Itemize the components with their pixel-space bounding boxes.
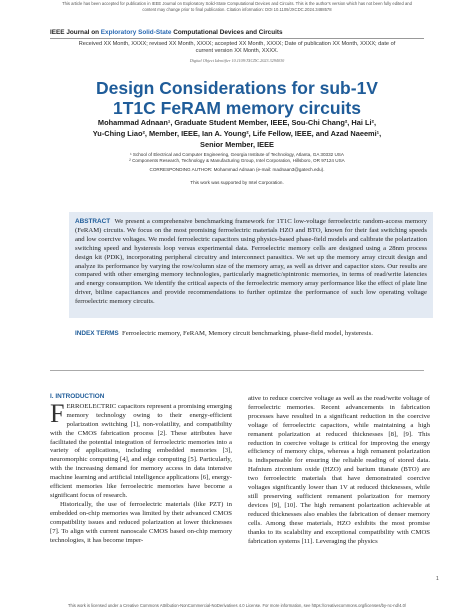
received-line1: Received XX Month, XXXX; revised XX Month, XXXX; accepted XX Month, XXXX; Date of publication XX Month, XXXX; date of (78, 41, 396, 47)
left-column (50, 393, 232, 545)
intro-p1-text: ERROELECTRIC capacitors represent a promising emerging memory technology owing to their energy-efficient polarization switching [1], non-volatility, and compatibility with the CMOS fabrication process [2]. These attributes have facilitated the potential integration of ferroelectric memories into a variety of applications, including embedded memories [3], neuromorphic computing [4], and edge computing [5]. Particularly, with the increasing demand for memory access in data intensive machine learning and artificial intelligence applications [6], energy-efficient memories like ferroelectric memories have become a significant focus of research. (50, 402, 232, 499)
intro-paragraph-1 (50, 398, 232, 501)
title-line1: Design Considerations for sub-1V (96, 78, 378, 98)
journal-prefix: IEEE Journal on (50, 29, 101, 36)
authors-line1: Mohammad Adnaan¹, Graduate Student Member, IEEE, Sou-Chi Chang², Hai Li², (97, 118, 377, 127)
affiliations (60, 152, 414, 164)
authors-line2: Yu-Ching Liao², Member, IEEE, Ian A. Young², Life Fellow, IEEE, and Azad Naeemi¹, (92, 129, 382, 138)
abstract (75, 218, 427, 307)
paper-title (0, 78, 474, 118)
corresponding-author: CORRESPONDING AUTHOR: Mohammad Adnaan (e-mail: madnaan3@gatech.edu). (149, 167, 325, 172)
intro-continued-text: ative to reduce coercive voltage as well as the read/write voltage of ferroelectric memories. Recent advancements in fabrication processes have resulted in a significant reduction in the coercive voltage of ferroelectric capacitors, while maintaining a high remanent polarization at reduced thicknesses [8], [9]. This reduction in coercive voltage is critical for improving the energy efficiency of memory chips, whereas a high remanent polarization is indispensable for ensuring the reliable reading of stored data. Hafnium zirconium oxide (HZO) and barium titanate (BTO) are two ferroelectric materials that have demonstrated coercive voltages significantly lower than 1V at reduced thicknesses, while still preserving sufficient remanent polarization for memory devices [9], [10]. The high remanent polarization achievable at reduced thicknesses also enables the fabrication of denser memory cells. Among these materials, HZO exhibits the most promise thanks to its scalability and exceptional compatibility with CMOS fabrication systems [11]. Leveraging the physics (248, 395, 430, 545)
header-rule (50, 38, 424, 39)
intro-paragraph-2: Historically, the use of ferroelectric materials (like PZT) in embedded on-chip memories was limited by their advanced CMOS compatibility issues and reduced polarization at lower thicknesses [7]. To align with current nanoscale CMOS based on-chip memory technologies, it has become imper- (50, 500, 232, 544)
journal-name (50, 29, 283, 36)
publication-status-note (0, 0, 474, 17)
right-column (248, 395, 430, 546)
journal-highlight: Exploratory Solid-State (100, 29, 172, 36)
received-line2: current version XX Month, XXXX. (195, 48, 279, 55)
drop-cap: F (50, 398, 65, 428)
author-list (60, 117, 414, 150)
abstract-text: We present a comprehensive benchmarking framework for 1T1C low-voltage ferroelectric random-access memory (FeRAM) circuits. We focus on the most promising ferroelectric materials HZO and BTO, known for their fast switching speeds and low coercive voltages. We model ferroelectric capacitors using physics-based phase-field models and calibrate the polarization switching speed and hysteresis loop versus experimental data. Ferroelectric memory cells are designed using a 28nm process design kit (PDK), incorporating peripheral circuitry and interconnect parasitics. We set up the memory array circuit design and analyze its performance by varying the row/column size of the memory array, as well as driver and capacitor sizes. Our results are compared with other emerging memory technologies, particularly magnetic/spintronic memories, in terms of read/write latencies and energy consumption. We identify the critical aspects of the ferroelectric memory array performance like the effect of plate line driver, bitline capacitances and provide recommendations to further optimize the performance of such low operating voltage ferroelectric memory circuits. (75, 218, 427, 306)
affiliation-1: ¹ School of Electrical and Computer Engineering, Georgia Institute of Technology, Atlanta, GA 30332 USA (130, 152, 344, 157)
index-terms (75, 330, 427, 339)
section-divider (50, 370, 424, 371)
journal-suffix: Computational Devices and Circuits (171, 29, 283, 36)
authors-line3: Senior Member, IEEE (200, 140, 274, 149)
title-line2: 1T1C FeRAM memory circuits (113, 98, 361, 118)
intro-heading: I. INTRODUCTION (50, 393, 105, 400)
publication-note-line1: This article has been accepted for publication in IEEE Journal on Exploratory Solid-State Computational Devices and Circuits. This is the author's version which has not been fully edited and (62, 1, 412, 6)
license-footer: This work is licensed under a Creative Commons Attribution-NonCommercial-NoDerivatives 4.0 License. For more information, see https://creativecommons.org/licenses/by-nc-nd/4.0/ (67, 603, 407, 608)
affiliation-2: ² Components Research, Technology & Manufacturing Group, Intel Corporation, Hillsboro, OR 97124 USA (129, 157, 345, 163)
index-terms-text: Ferroelectric memory, FeRAM, Memory circuit benchmarking, phase-field model, hysteresis. (122, 330, 373, 337)
received-dates (60, 41, 414, 55)
abstract-label: ABSTRACT (75, 218, 111, 225)
index-terms-label: INDEX TERMS (75, 330, 119, 337)
funding-note: This work was supported by Intel Corporation. (190, 180, 284, 185)
publication-note-line2: content may change prior to final publication. Citation information: DOI 10.1109/JXCDC.2024.3488578 (142, 6, 332, 12)
doi-line: Digital Object Identifier 10.1109/JXCDC.2023.3294030 (189, 58, 285, 63)
page-number: 1 (436, 576, 439, 582)
